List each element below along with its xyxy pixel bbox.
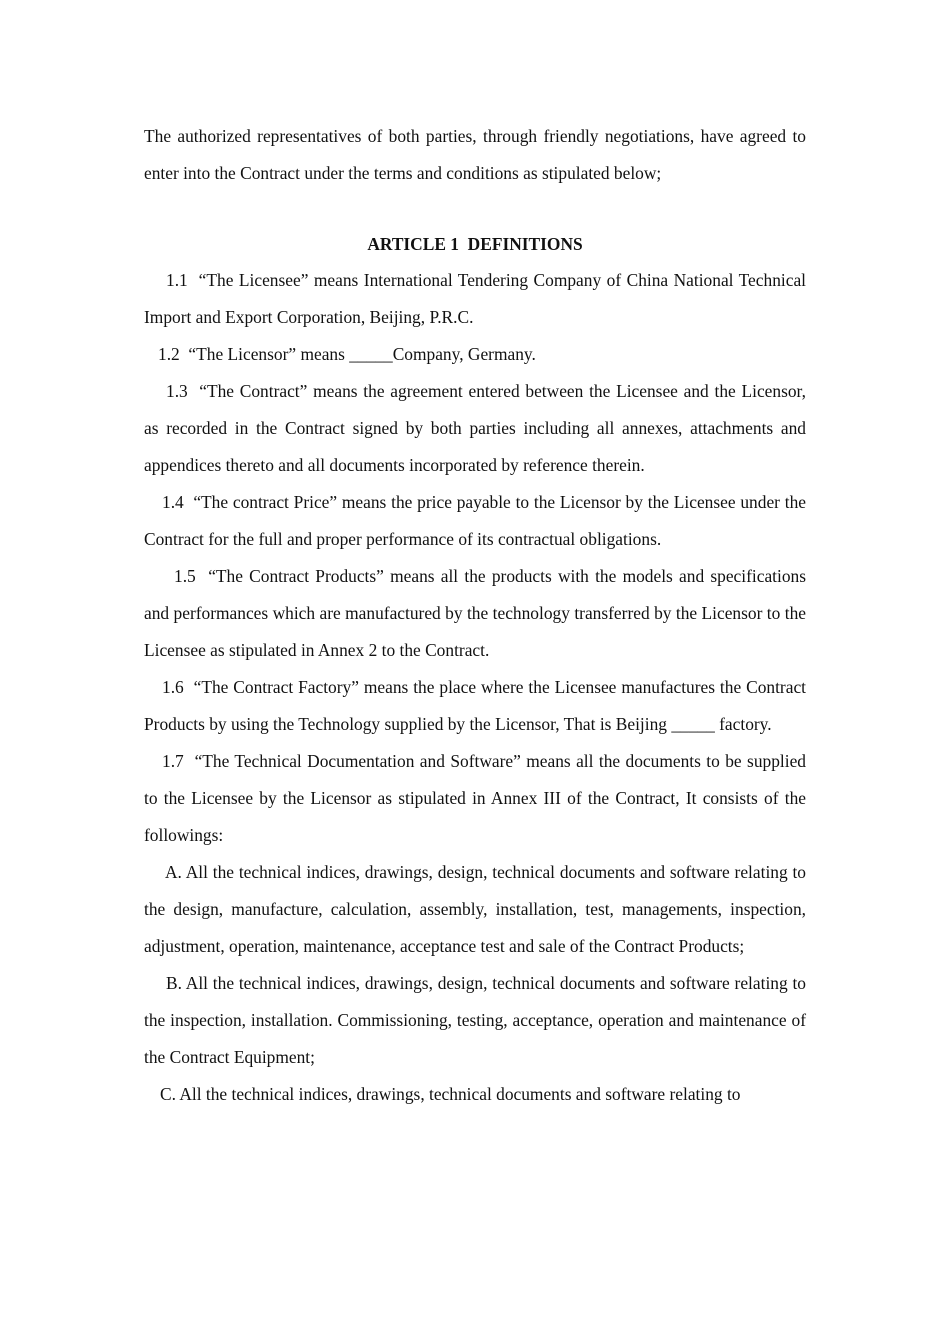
clause-1-3: 1.3 “The Contract” means the agreement entered between the Licensee and the Licensor, as recorded in the Contract signed by both parties including all annexes, attachments and appendices thereto and all documents incorporated by reference therein. — [144, 381, 811, 475]
clause-1-2: 1.2 “The Licensor” means _____Company, Germany. — [158, 344, 536, 364]
intro-paragraph: The authorized representatives of both parties, through friendly negotiations, have agreed to enter into the Contract under the terms and conditions as stipulated below; — [144, 126, 806, 183]
item-b: B. All the technical indices, drawings, design, technical documents and software relating to the inspection, installation. Commissioning, testing, acceptance, operation and maintenance of the Contract Equipment; — [144, 973, 806, 1067]
clause-1-1: 1.1 “The Licensee” means International Tendering Company of China National Technical Import and Export Corporation, Beijing, P.R.C. — [144, 270, 811, 327]
item-a: A. All the technical indices, drawings, design, technical documents and software relating to the design, manufacture, calculation, assembly, installation, test, managements, inspection, adjustment, operation, maintenance, acceptance test and sale of the Contract Products; — [144, 862, 806, 956]
clause-1-5: 1.5 “The Contract Products” means all the products with the models and specifications and performances which are manufactured by the technology transferred by the Licensor to the Licensee as stipulated in Annex 2 to the Contract. — [144, 566, 811, 660]
document-page — [144, 118, 811, 1113]
item-c: C. All the technical indices, drawings, technical documents and software relating to — [160, 1084, 741, 1104]
clause-1-4: 1.4 “The contract Price” means the price payable to the Licensor by the Licensee under the Contract for the full and proper performance of its contractual obligations. — [144, 492, 811, 549]
clause-1-6: 1.6 “The Contract Factory” means the place where the Licensee manufactures the Contract Products by using the Technology supplied by the Licensor, That is Beijing _____ factory. — [144, 677, 811, 734]
clause-1-7: 1.7 “The Technical Documentation and Software” means all the documents to be supplied to the Licensee by the Licensor as stipulated in Annex III of the Contract, It consists of the followings: — [144, 751, 811, 845]
article-heading: ARTICLE 1 DEFINITIONS — [367, 234, 583, 254]
